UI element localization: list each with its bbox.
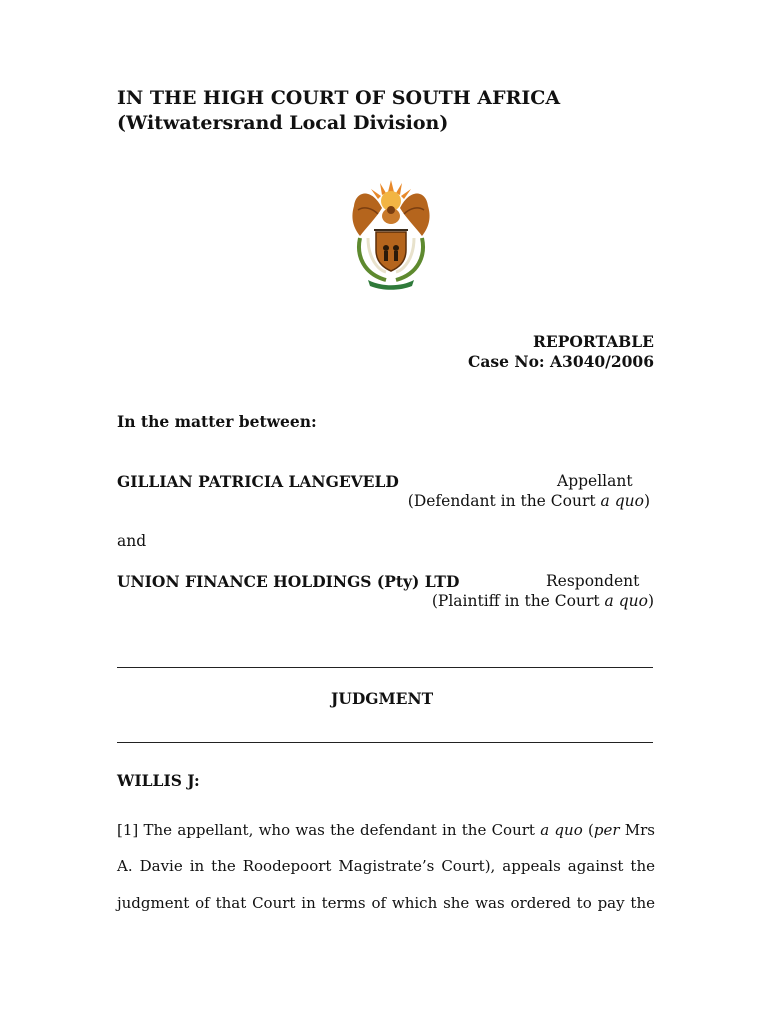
appellant-role-detail: (Defendant in the Court a quo) — [407, 492, 650, 510]
appellant-role: Appellant — [557, 472, 633, 490]
case-number: Case No: A3040/2006 — [468, 352, 654, 371]
court-division: (Witwatersrand Local Division) — [117, 112, 449, 134]
respondent-role: Respondent — [546, 572, 640, 590]
court-title: IN THE HIGH COURT OF SOUTH AFRICA — [117, 87, 561, 109]
coat-of-arms-icon — [346, 176, 436, 290]
respondent-role-detail: (Plaintiff in the Court a quo) — [431, 592, 654, 610]
paragraph-1-line-2: A. Davie in the Roodepoort Magistrate’s Court), appeals against the — [117, 857, 655, 875]
reportable-label: REPORTABLE — [533, 332, 654, 351]
judgment-heading: JUDGMENT — [331, 689, 434, 708]
appellant-name: GILLIAN PATRICIA LANGEVELD — [117, 472, 399, 491]
matter-intro: In the matter between: — [117, 412, 317, 431]
divider-top — [117, 667, 653, 668]
judge-name: WILLIS J: — [117, 771, 200, 790]
conjunction-and: and — [117, 532, 147, 550]
respondent-name: UNION FINANCE HOLDINGS (Pty) LTD — [117, 572, 460, 591]
paragraph-1-line-3: judgment of that Court in terms of which she was ordered to pay the — [117, 894, 655, 912]
paragraph-1 — [117, 821, 655, 912]
paragraph-1-line-1: [1] The appellant, who was the defendant in the Court a quo (per Mrs — [117, 821, 655, 839]
divider-bottom — [117, 742, 653, 743]
